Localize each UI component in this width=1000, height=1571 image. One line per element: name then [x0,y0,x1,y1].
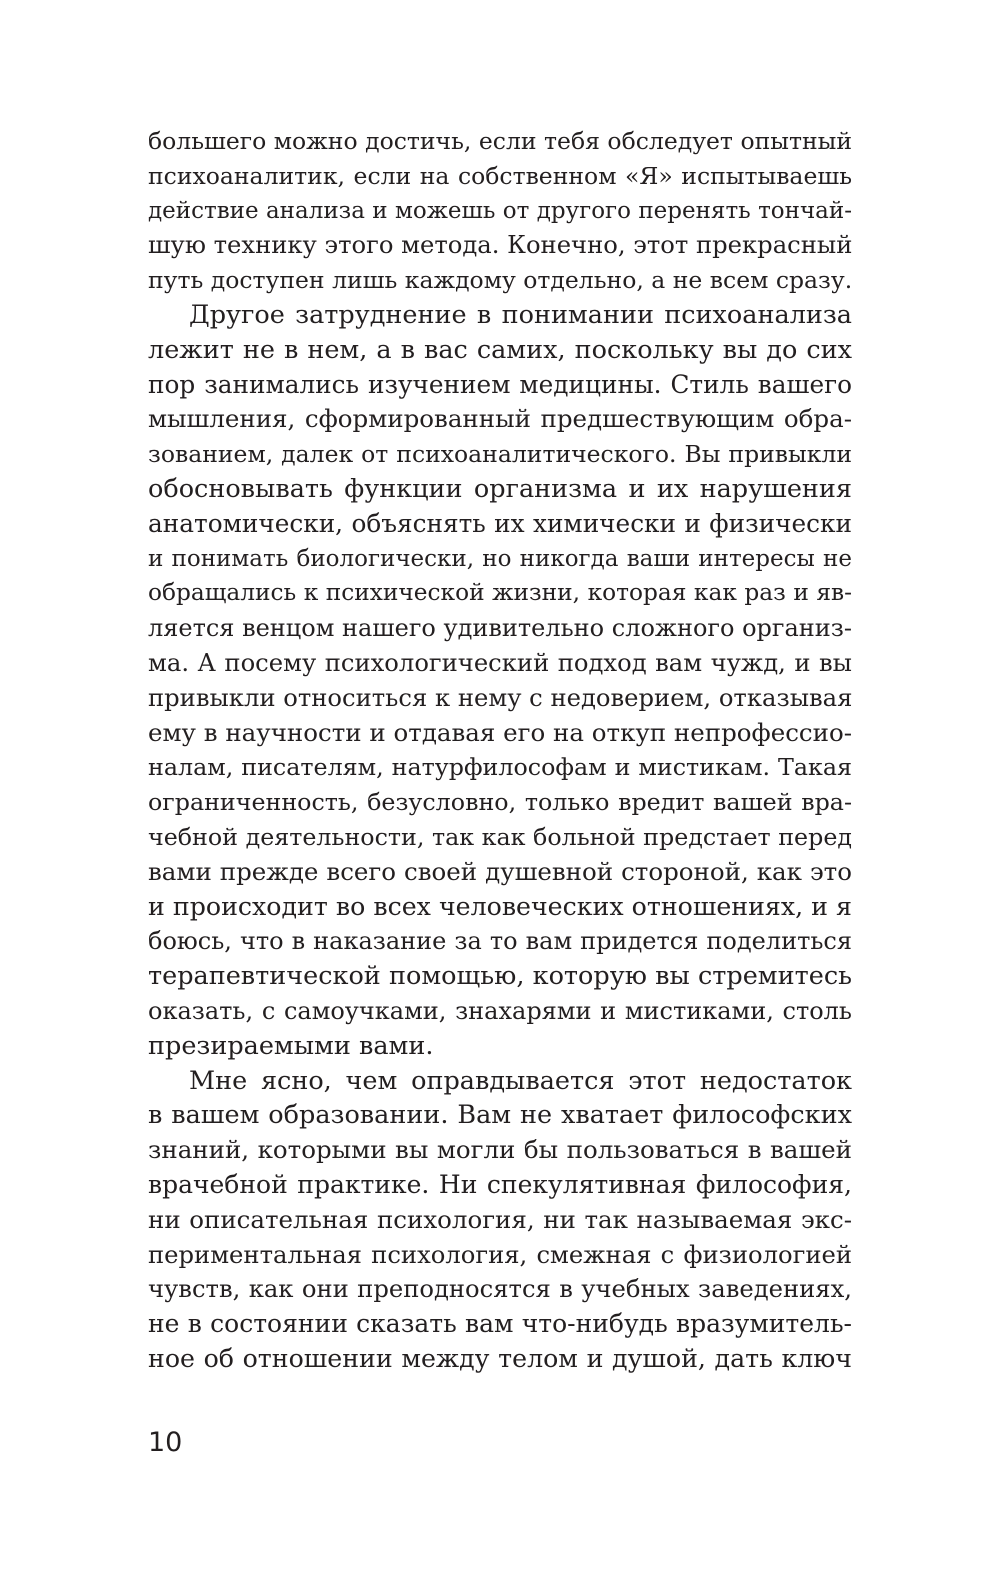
text-line: пор занимались изучением медицины. Стиль вашего [148,369,852,399]
text-line: периментальная психология, смежная с физиологией [148,1239,852,1269]
text-line: не в состоянии сказать вам что-нибудь вразумитель- [148,1309,852,1339]
text-line: ни описательная психология, ни так называемая экс- [148,1204,852,1234]
text-line: боюсь, что в наказание за то вам придется поделиться [148,927,852,956]
text-line: и происходит во всех человеческих отношениях, и я [148,891,852,921]
text-line: привыкли относиться к нему с недоверием, отказывая [148,682,853,712]
text-line: в вашем образовании. Вам не хватает философских [148,1100,852,1131]
text-line: зованием, далек от психоаналитического. Вы привыкли [148,440,852,469]
text-line: путь доступен лишь каждому отдельно, а не всем сразу. [148,266,853,295]
text-line: вами прежде всего своей душевной стороной, как это [148,856,852,886]
text-line: врачебной практике. Ни спекулятивная философия, [148,1169,852,1199]
text-line: большего можно достичь, если тебя обследует опытный [148,127,852,155]
text-line: чувств, как они преподносятся в учебных заведениях, [148,1274,852,1304]
text-line: шую технику этого метода. Конечно, этот прекрасный [148,230,853,260]
text-line: обращались к психической жизни, которая как раз и яв- [148,579,852,607]
text-line: Мне ясно, чем оправдывается этот недостаток [189,1065,852,1096]
page-number: 10 [148,1427,183,1458]
text-line: ное об отношении между телом и душой, дать ключ [148,1343,852,1373]
text-line: мышления, сформированный предшествующим обра- [148,404,852,434]
text-line: оказать, с самоучками, знахарями и мистиками, столь [148,996,852,1025]
text-line: психоаналитик, если на собственном «Я» испытываешь [148,161,852,190]
text-line: Другое затруднение в понимании психоанализа [189,299,852,330]
text-line: обосновывать функции организма и их нарушения [148,473,852,504]
text-line: знаний, которыми вы могли бы пользоваться в вашей [148,1135,852,1165]
text-line: действие анализа и можешь от другого перенять тончай- [148,197,852,224]
text-line: презираемыми вами. [148,1030,434,1061]
text-line: терапевтической помощью, которую вы стремитесь [148,961,852,992]
text-line: лежит не в нем, а в вас самих, поскольку вы до сих [148,334,852,365]
text-line: и понимать биологически, но никогда ваши интересы не [148,545,852,572]
text-line: ма. А посему психологический подход вам чужд, и вы [148,647,852,677]
text-line: ограниченность, безусловно, только вредит вашей вра- [148,788,852,817]
text-line: анатомически, объяснять их химически и физически [148,508,852,538]
text-line: ему в научности и отдавая его на откуп непрофессио- [148,717,852,747]
text-line: налам, писателям, натурфилософам и мистикам. Такая [148,753,852,782]
body-text [148,124,852,1377]
text-line: чебной деятельности, так как больной предстает перед [148,822,852,851]
text-line: ляется венцом нашего удивительно сложного организ- [148,614,852,643]
